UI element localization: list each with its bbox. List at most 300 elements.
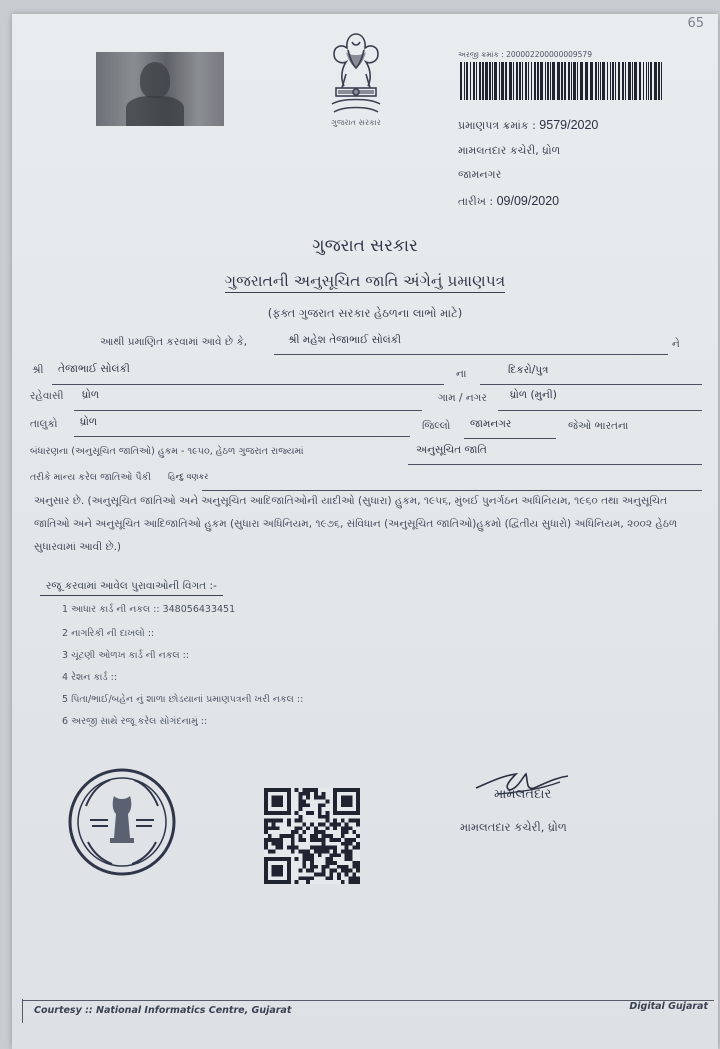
qr-module: [272, 826, 276, 830]
qr-module: [318, 807, 322, 811]
qr-module: [291, 838, 295, 842]
qr-module: [325, 876, 329, 880]
qr-module: [279, 800, 283, 804]
qr-module: [272, 800, 276, 804]
qr-module: [341, 819, 345, 823]
qr-module: [272, 869, 276, 873]
certificate-number: 9579/2020: [539, 118, 599, 132]
qr-module: [348, 796, 352, 800]
qr-module: [356, 869, 360, 873]
qr-module: [299, 849, 303, 853]
qr-module: [345, 826, 349, 830]
certificate-number-row: [458, 118, 598, 133]
barcode-bar: [650, 62, 652, 100]
qr-module: [356, 846, 360, 850]
qr-module: [345, 796, 349, 800]
qr-module: [306, 796, 310, 800]
certificate-subtitle: (ફક્ત ગુજરાત સરકાર હેઠળના લાભો માટે): [267, 306, 463, 320]
qr-module: [310, 823, 314, 827]
legal-paragraph: અનુસાર છે. (અનુસૂચિત જાતિઓ અને અનુસૂચિત આદિજાતિઓની યાદીઓ (સુધારા) હુકમ, ૧૯૫૬, મુંબઈ પુનર્ગઠન અધિનિયમ, ૧૯૬૦ તથા અનુસૂચિત જાતિઓ અને અનુસૂચિત આદિજાતિઓ હુકમ (સુધારા અધિનિયમ, ૧૯૭૬, સંવિધાન (અનુસૂચિત જાતિઓ)હુકમો (દ્વિતીય સુધારો) અધિનિયમ, ૨૦૦૨ હેઠળ સુધારવામાં આવી છે.): [34, 495, 678, 553]
qr-module: [276, 803, 280, 807]
qr-module: [279, 788, 283, 792]
photo-body: [126, 96, 184, 126]
qr-module: [291, 846, 295, 850]
qr-module: [318, 815, 322, 819]
qr-module: [264, 857, 268, 861]
qr-module: [276, 872, 280, 876]
qr-module: [345, 830, 349, 834]
qr-module: [356, 807, 360, 811]
barcode-bar: [585, 62, 588, 100]
qr-module: [302, 800, 306, 804]
qr-module: [310, 838, 314, 842]
barcode-bar: [607, 62, 608, 100]
qr-module: [341, 865, 345, 869]
qr-module: [348, 876, 352, 880]
qr-code-icon: [264, 788, 360, 884]
qr-module: [310, 869, 314, 873]
qr-module: [264, 823, 268, 827]
qr-module: [352, 838, 356, 842]
qr-module: [283, 834, 287, 838]
document-item: 4 રેશન કાર્ડ ::: [62, 672, 118, 683]
qr-module: [279, 842, 283, 846]
qr-module: [318, 849, 322, 853]
certificate-paper: [12, 14, 718, 1049]
qr-module: [318, 803, 322, 807]
qr-module: [356, 811, 360, 815]
qr-module: [264, 865, 268, 869]
qr-module: [314, 796, 318, 800]
qr-module: [356, 800, 360, 804]
qr-module: [352, 830, 356, 834]
qr-module: [329, 838, 333, 842]
qr-module: [325, 811, 329, 815]
qr-module: [264, 842, 268, 846]
qr-module: [322, 849, 326, 853]
qr-module: [264, 811, 268, 815]
qr-module: [329, 834, 333, 838]
qr-module: [348, 811, 352, 815]
qr-module: [322, 842, 326, 846]
qr-module: [287, 876, 291, 880]
qr-module: [302, 865, 306, 869]
resident-value: ધ્રોળ: [82, 389, 100, 401]
taluka-value: ધ્રોળ: [80, 416, 98, 428]
qr-module: [348, 857, 352, 861]
qr-module: [283, 811, 287, 815]
qr-module: [333, 853, 337, 857]
qr-module: [268, 838, 272, 842]
barcode-bar: [595, 62, 597, 100]
district-label: જિલ્લો: [422, 420, 451, 432]
barcode-bar: [571, 62, 572, 100]
caste-text: તરીકે માન્ય કરેલ જાતિઓ પૈકી: [30, 472, 151, 483]
qr-module: [276, 842, 280, 846]
qr-module: [337, 838, 341, 842]
barcode-bar: [492, 62, 493, 100]
qr-module: [276, 826, 280, 830]
qr-module: [329, 869, 333, 873]
barcode-bar: [473, 62, 475, 100]
qr-module: [341, 842, 345, 846]
qr-module: [276, 846, 280, 850]
qr-module: [264, 796, 268, 800]
qr-module: [329, 853, 333, 857]
qr-module: [333, 823, 337, 827]
issue-date: 09/09/2020: [496, 194, 560, 208]
barcode-bar: [590, 62, 593, 100]
qr-module: [322, 815, 326, 819]
qr-module: [337, 876, 341, 880]
qr-module: [352, 865, 356, 869]
qr-module: [322, 838, 326, 842]
qr-module: [348, 826, 352, 830]
qr-module: [279, 803, 283, 807]
qr-module: [272, 811, 276, 815]
office-line-1: મામલતદાર કચેરી, ધ્રોળ: [458, 144, 561, 157]
qr-module: [283, 857, 287, 861]
qr-module: [318, 830, 322, 834]
qr-module: [314, 826, 318, 830]
qr-module: [310, 834, 314, 838]
qr-module: [345, 865, 349, 869]
certificate-title: [12, 272, 718, 291]
qr-module: [299, 807, 303, 811]
qr-module: [314, 834, 318, 838]
qr-module: [302, 857, 306, 861]
qr-module: [306, 811, 310, 815]
qr-module: [333, 861, 337, 865]
caste-category-line: [408, 464, 702, 465]
footer-divider: [22, 999, 23, 1023]
qr-module: [352, 788, 356, 792]
qr-module: [310, 811, 314, 815]
qr-module: [348, 819, 352, 823]
qr-module: [322, 823, 326, 827]
qr-module: [345, 800, 349, 804]
qr-module: [295, 857, 299, 861]
date-row: [458, 194, 559, 209]
qr-module: [325, 815, 329, 819]
barcode-bar: [634, 62, 637, 100]
qr-module: [325, 826, 329, 830]
taluka-label: તાલુકો: [30, 418, 58, 430]
office-line-2: જામનગર: [458, 168, 502, 181]
qr-module: [264, 869, 268, 873]
qr-module: [322, 792, 326, 796]
qr-module: [299, 792, 303, 796]
qr-module: [299, 834, 303, 838]
document-item: 2 નાગરિકી ની દાખલો ::: [62, 628, 155, 639]
qr-module: [345, 849, 349, 853]
qr-module: [299, 876, 303, 880]
qr-module: [268, 880, 272, 884]
barcode-bar: [494, 62, 497, 100]
barcode-bar: [545, 62, 546, 100]
barcode-bar: [639, 62, 641, 100]
qr-module: [291, 830, 295, 834]
qr-module: [276, 796, 280, 800]
barcode-bar: [540, 62, 543, 100]
barcode-bar: [625, 62, 626, 100]
relation: દિકરો/પુત્ર: [508, 364, 549, 376]
qr-module: [279, 796, 283, 800]
footer-courtesy: Courtesy :: National Informatics Centre, Gujarat: [34, 1005, 292, 1016]
qr-module: [287, 811, 291, 815]
barcode-bar: [516, 62, 518, 100]
qr-module: [341, 826, 345, 830]
qr-module: [345, 872, 349, 876]
qr-module: [329, 846, 333, 850]
page-number: 65: [687, 16, 704, 31]
qr-module: [356, 865, 360, 869]
qr-module: [333, 796, 337, 800]
qr-module: [287, 788, 291, 792]
qr-module: [268, 819, 272, 823]
caste-category: અનુસૂચિત જાતિ: [416, 444, 487, 456]
qr-module: [318, 823, 322, 827]
qr-module: [264, 872, 268, 876]
qr-module: [279, 857, 283, 861]
qr-module: [333, 807, 337, 811]
qr-module: [268, 811, 272, 815]
qr-module: [295, 788, 299, 792]
qr-module: [276, 800, 280, 804]
after-name-text: ને: [672, 338, 680, 350]
barcode-bar: [658, 62, 660, 100]
documents-heading: રજૂ કરવામાં આવેલ પુરાવાઓની વિગત :-: [40, 580, 223, 596]
qr-module: [325, 846, 329, 850]
qr-module: [333, 792, 337, 796]
qr-module: [306, 803, 310, 807]
qr-module: [341, 811, 345, 815]
qr-module: [318, 846, 322, 850]
qr-module: [314, 838, 318, 842]
qr-module: [299, 803, 303, 807]
resident-label: રહેવાસી: [30, 390, 64, 402]
qr-module: [302, 853, 306, 857]
qr-module: [352, 880, 356, 884]
qr-module: [322, 830, 326, 834]
qr-module: [276, 865, 280, 869]
qr-module: [341, 849, 345, 853]
qr-module: [264, 807, 268, 811]
document-item: 6 અરજી સાથે રજૂ કરેલ સોગંદનામું ::: [62, 716, 208, 727]
qr-module: [345, 803, 349, 807]
qr-module: [306, 788, 310, 792]
barcode-bar: [460, 62, 462, 100]
qr-module: [322, 865, 326, 869]
qr-module: [318, 838, 322, 842]
barcode-bar: [476, 62, 477, 100]
qr-module: [356, 880, 360, 884]
constitution-text: બંધારણના (અનુસૂચિત જાતિઓ) હુકમ - ૧૯૫૦, હેઠળ ગુજરાત રાજ્યમાં: [30, 446, 304, 457]
qr-module: [348, 849, 352, 853]
qr-module: [279, 838, 283, 842]
applicant-name-line: [274, 354, 668, 355]
qr-module: [348, 880, 352, 884]
barcode-bar: [568, 62, 570, 100]
barcode-bar: [525, 62, 527, 100]
qr-module: [264, 880, 268, 884]
barcode-bar: [643, 62, 644, 100]
qr-module: [287, 834, 291, 838]
qr-module: [348, 838, 352, 842]
qr-module: [272, 803, 276, 807]
qr-module: [329, 876, 333, 880]
qr-module: [302, 792, 306, 796]
signatory-title: મામલતદાર: [494, 787, 552, 802]
qr-module: [276, 811, 280, 815]
barcode-bar: [618, 62, 620, 100]
qr-module: [264, 826, 268, 830]
qr-module: [333, 803, 337, 807]
qr-module: [352, 861, 356, 865]
qr-module: [287, 869, 291, 873]
qr-module: [295, 826, 299, 830]
qr-module: [310, 853, 314, 857]
barcode-bar: [552, 62, 555, 100]
qr-module: [322, 872, 326, 876]
barcode-bar: [632, 62, 633, 100]
qr-module: [299, 815, 303, 819]
signatory-office: મામલતદાર કચેરી, ધ્રોળ: [460, 820, 567, 834]
qr-module: [322, 869, 326, 873]
qr-module: [279, 819, 283, 823]
qr-module: [345, 842, 349, 846]
qr-module: [272, 880, 276, 884]
qr-module: [345, 823, 349, 827]
barcode-bar: [577, 62, 578, 100]
district-value: જામનગર: [470, 418, 512, 430]
village-value: ધ્રોળ (મુની): [510, 389, 557, 401]
qr-module: [264, 876, 268, 880]
taluka-line: [74, 436, 410, 437]
qr-module: [345, 811, 349, 815]
barcode-bar: [534, 62, 536, 100]
qr-module: [310, 846, 314, 850]
qr-module: [287, 846, 291, 850]
qr-module: [268, 788, 272, 792]
qr-module: [325, 857, 329, 861]
qr-module: [268, 849, 272, 853]
qr-module: [295, 880, 299, 884]
qr-module: [276, 880, 280, 884]
qr-module: [264, 838, 268, 842]
certificate-title-text: ગુજરાતની અનુસૂચિત જાતિ અંગેનું પ્રમાણપત્ર: [225, 272, 505, 293]
government-title: ગુજરાત સરકાર: [312, 236, 418, 256]
qr-module: [345, 869, 349, 873]
qr-module: [337, 872, 341, 876]
qr-module: [348, 800, 352, 804]
qr-module: [333, 846, 337, 850]
village-line: [498, 410, 702, 411]
qr-module: [322, 803, 326, 807]
qr-module: [356, 823, 360, 827]
state-emblem-icon: [312, 28, 400, 128]
barcode-bar: [485, 62, 488, 100]
qr-module: [345, 838, 349, 842]
qr-module: [272, 819, 276, 823]
barcode-bar: [610, 62, 611, 100]
qr-module: [310, 876, 314, 880]
father-name: તેજાભાઈ સોલંકી: [58, 363, 130, 375]
qr-module: [287, 819, 291, 823]
qr-module: [299, 826, 303, 830]
qr-module: [314, 872, 318, 876]
qr-module: [302, 830, 306, 834]
qr-module: [310, 857, 314, 861]
qr-module: [264, 846, 268, 850]
qr-module: [272, 872, 276, 876]
qr-module: [287, 800, 291, 804]
qr-module: [348, 842, 352, 846]
barcode-bar: [482, 62, 484, 100]
village-label: ગામ / નગર: [438, 392, 487, 404]
barcode-bar: [531, 62, 532, 100]
barcode-bar: [537, 62, 539, 100]
qr-module: [325, 819, 329, 823]
qr-module: [295, 819, 299, 823]
qr-module: [306, 792, 310, 796]
footer-brand: Digital Gujarat: [629, 1001, 708, 1012]
qr-module: [356, 803, 360, 807]
qr-module: [264, 788, 268, 792]
qr-module: [329, 857, 333, 861]
qr-module: [302, 803, 306, 807]
qr-module: [306, 880, 310, 884]
barcode-bar: [513, 62, 514, 100]
qr-module: [264, 861, 268, 865]
qr-module: [306, 869, 310, 873]
qr-module: [295, 846, 299, 850]
qr-module: [306, 857, 310, 861]
barcode-bar: [612, 62, 614, 100]
qr-module: [287, 865, 291, 869]
qr-module: [345, 853, 349, 857]
barcode-bar: [564, 62, 566, 100]
qr-module: [333, 869, 337, 873]
applicant-name: શ્રી મહેશ તેજાભાઈ સોલંકી: [288, 334, 402, 346]
qr-module: [322, 796, 326, 800]
qr-module: [279, 846, 283, 850]
qr-module: [272, 857, 276, 861]
father-name-line: [52, 384, 444, 385]
state-suffix: જેઓ ભારતના: [568, 420, 629, 432]
barcode-bar: [489, 62, 491, 100]
qr-module: [306, 853, 310, 857]
qr-module: [318, 811, 322, 815]
applicant-photo: [96, 52, 224, 126]
qr-module: [325, 861, 329, 865]
qr-module: [295, 811, 299, 815]
barcode-bar: [505, 62, 507, 100]
qr-module: [314, 849, 318, 853]
barcode-bar: [547, 62, 549, 100]
qr-module: [318, 796, 322, 800]
qr-module: [333, 811, 337, 815]
barcode-bar: [466, 62, 468, 100]
qr-module: [325, 849, 329, 853]
barcode-bar: [464, 62, 465, 100]
qr-module: [279, 872, 283, 876]
resident-line: [74, 410, 422, 411]
qr-module: [337, 823, 341, 827]
qr-module: [329, 823, 333, 827]
barcode-bar: [580, 62, 583, 100]
qr-module: [287, 792, 291, 796]
